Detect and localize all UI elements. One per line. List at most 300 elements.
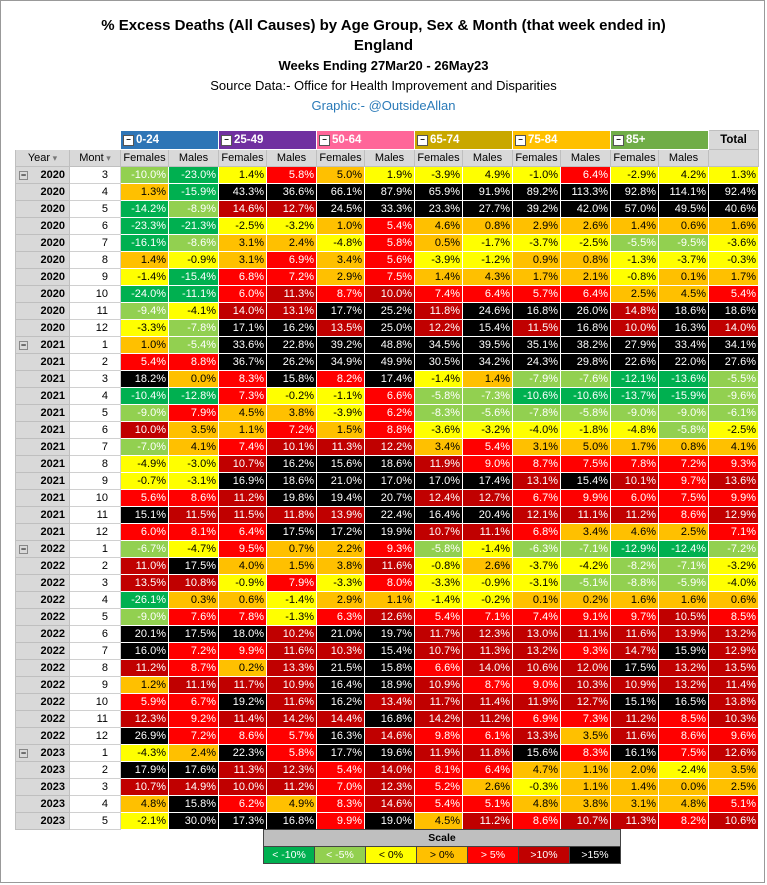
value-cell: 11.9% [513,694,561,711]
value-cell: 7.9% [169,405,219,422]
collapse-icon[interactable]: − [20,747,27,758]
group-label: 65-74 [430,133,460,146]
group-label: 25-49 [234,133,264,146]
value-cell: -7.8% [513,405,561,422]
month-cell: 3 [70,575,121,592]
table-row [16,626,759,643]
value-cell: 39.5% [463,337,513,354]
value-cell: 0.6% [659,218,709,235]
value-cell: 11.4% [219,711,267,728]
year-value: 2021 [40,525,65,538]
value-cell: 18.0% [219,626,267,643]
value-cell: 26.2% [267,354,317,371]
total-cell: -3.2% [709,558,759,575]
group-header-4[interactable] [513,131,611,150]
table-row [16,660,759,677]
value-cell: 13.3% [267,660,317,677]
males-column-header-label: Males [668,151,699,164]
total-cell: 34.1% [709,337,759,354]
year-value: 2022 [40,644,65,657]
value-cell: 11.1% [463,524,513,541]
month-column-header-label: Mont [79,151,104,164]
value-cell: 10.0% [611,320,659,337]
total-cell: 27.6% [709,354,759,371]
value-cell: 3.4% [415,439,463,456]
value-cell: 14.2% [267,711,317,728]
value-cell: 15.8% [365,660,415,677]
value-cell: -4.8% [611,422,659,439]
table-row [16,728,759,745]
value-cell: -3.9% [415,252,463,269]
value-cell: 6.1% [463,728,513,745]
value-cell: 5.6% [121,490,169,507]
value-cell: -0.8% [415,558,463,575]
value-cell: 11.1% [561,507,611,524]
total-cell: 10.3% [709,711,759,728]
value-cell: 22.3% [219,745,267,762]
value-cell: -12.4% [659,541,709,558]
value-cell: -7.6% [561,371,611,388]
value-cell: 14.7% [611,643,659,660]
value-cell: 13.2% [659,660,709,677]
value-cell: 3.5% [169,422,219,439]
value-cell: 20.7% [365,490,415,507]
females-column-header [121,150,169,167]
males-column-header [463,150,513,167]
value-cell: 22.8% [267,337,317,354]
value-cell: -23.0% [169,167,219,184]
year-value: 2020 [40,236,65,249]
value-cell: 48.8% [365,337,415,354]
value-cell: 1.6% [659,592,709,609]
value-cell: 8.1% [415,762,463,779]
value-cell: -12.8% [169,388,219,405]
year-value: 2020 [40,185,65,198]
value-cell: 7.2% [267,422,317,439]
collapse-icon[interactable]: − [221,135,232,146]
value-cell: 65.9% [415,184,463,201]
value-cell: 15.6% [317,456,365,473]
value-cell: 7.6% [169,609,219,626]
value-cell: 6.4% [561,286,611,303]
value-cell: -8.2% [611,558,659,575]
month-cell: 5 [70,813,121,830]
month-cell: 1 [70,337,121,354]
year-value: 2022 [40,593,65,606]
value-cell: 22.6% [611,354,659,371]
table-row [16,473,759,490]
value-cell: 5.6% [365,252,415,269]
value-cell: 39.2% [317,337,365,354]
value-cell: 16.2% [267,456,317,473]
value-cell: 19.4% [317,490,365,507]
value-cell: 1.4% [611,218,659,235]
females-column-header [317,150,365,167]
value-cell: -1.0% [513,167,561,184]
group-header-2[interactable] [317,131,415,150]
value-cell: 5.4% [365,218,415,235]
value-cell: 6.6% [365,388,415,405]
value-cell: 2.6% [463,558,513,575]
total-cell: 40.6% [709,201,759,218]
value-cell: 15.8% [169,796,219,813]
year-value: 2020 [40,219,65,232]
value-cell: 21.0% [317,473,365,490]
year-value: 2021 [40,474,65,487]
value-cell: 19.9% [365,524,415,541]
value-cell: -1.1% [317,388,365,405]
value-cell: 1.3% [121,184,169,201]
month-cell: 6 [70,218,121,235]
year-cell[interactable] [16,167,70,184]
value-cell: 22.0% [659,354,709,371]
value-cell: 6.7% [513,490,561,507]
value-cell: 14.9% [169,779,219,796]
month-cell: 5 [70,405,121,422]
group-header-3[interactable] [415,131,513,150]
total-cell: 3.5% [709,762,759,779]
value-cell: -4.1% [169,303,219,320]
males-column-header [659,150,709,167]
value-cell: 14.4% [317,711,365,728]
value-cell: -5.1% [561,575,611,592]
value-cell: 0.0% [659,779,709,796]
excess-deaths-table [15,130,759,830]
value-cell: 7.2% [169,643,219,660]
value-cell: 1.4% [611,779,659,796]
value-cell: 13.9% [317,507,365,524]
value-cell: 87.9% [365,184,415,201]
value-cell: 8.5% [659,711,709,728]
table-row [16,252,759,269]
value-cell: 4.7% [513,762,561,779]
value-cell: 14.6% [365,796,415,813]
group-header-5[interactable] [611,131,709,150]
value-cell: 5.8% [267,745,317,762]
value-cell: -5.6% [463,405,513,422]
collapse-icon[interactable]: − [20,169,27,180]
month-cell: 2 [70,762,121,779]
total-cell: 7.1% [709,524,759,541]
total-cell: 13.2% [709,626,759,643]
value-cell: 14.8% [611,303,659,320]
sex-header-row [16,150,759,167]
value-cell: 6.4% [463,286,513,303]
value-cell: -1.4% [121,269,169,286]
year-value: 2020 [40,321,65,334]
value-cell: 1.2% [121,677,169,694]
value-cell: 17.5% [169,626,219,643]
month-cell: 11 [70,711,121,728]
value-cell: 4.9% [463,167,513,184]
value-cell: 17.5% [169,558,219,575]
month-column-header[interactable] [70,150,121,167]
value-cell: -10.4% [121,388,169,405]
value-cell: 14.6% [365,728,415,745]
year-cell [16,286,70,303]
table-row [16,677,759,694]
year-cell [16,728,70,745]
value-cell: 8.3% [561,745,611,762]
value-cell: 10.7% [561,813,611,830]
females-column-header-label: Females [613,151,656,164]
value-cell: 16.2% [267,320,317,337]
value-cell: 29.8% [561,354,611,371]
collapse-icon[interactable]: − [613,135,624,146]
value-cell: 10.3% [561,677,611,694]
value-cell: 92.8% [611,184,659,201]
value-cell: 7.0% [317,779,365,796]
value-cell: 17.0% [365,473,415,490]
year-value: 2021 [40,406,65,419]
value-cell: -2.4% [659,762,709,779]
table-row [16,354,759,371]
year-cell [16,813,70,830]
value-cell: 49.5% [659,201,709,218]
value-cell: 7.5% [659,490,709,507]
collapse-icon[interactable]: − [20,543,27,554]
value-cell: 17.2% [317,524,365,541]
value-cell: 2.4% [267,235,317,252]
total-cell: -6.1% [709,405,759,422]
page-subtitle-region: England [353,37,414,54]
year-cell [16,218,70,235]
header-blank [16,131,121,150]
color-scale-legend [263,829,621,864]
value-cell: -0.3% [513,779,561,796]
value-cell: 9.9% [317,813,365,830]
value-cell: 19.2% [219,694,267,711]
value-cell: -9.0% [611,405,659,422]
group-header-1[interactable] [219,131,317,150]
year-cell[interactable] [16,541,70,558]
year-cell [16,422,70,439]
females-column-header [415,150,463,167]
value-cell: 34.5% [415,337,463,354]
value-cell: -1.7% [463,235,513,252]
filter-dropdown-icon[interactable]: ▾ [50,152,58,163]
males-column-header [267,150,317,167]
value-cell: 7.3% [561,711,611,728]
graphic-credit: Graphic:- @OutsideAllan [311,98,456,113]
value-cell: 6.9% [267,252,317,269]
year-column-header[interactable] [16,150,70,167]
month-cell: 12 [70,728,121,745]
value-cell: 4.8% [121,796,169,813]
value-cell: -0.9% [219,575,267,592]
table-row [16,558,759,575]
total-cell: 9.9% [709,490,759,507]
year-value: 2020 [40,253,65,266]
year-value: 2022 [40,610,65,623]
year-value: 2021 [40,440,65,453]
year-value: 2022 [40,576,65,589]
value-cell: 8.6% [659,507,709,524]
total-cell: 12.9% [709,507,759,524]
value-cell: 15.6% [513,745,561,762]
value-cell: 6.0% [219,286,267,303]
year-cell [16,235,70,252]
year-value: 2023 [40,814,65,827]
value-cell: -15.9% [169,184,219,201]
value-cell: 7.2% [169,728,219,745]
value-cell: 0.7% [267,541,317,558]
table-row [16,813,759,830]
value-cell: -7.3% [463,388,513,405]
value-cell: 8.7% [169,660,219,677]
value-cell: 11.5% [169,507,219,524]
value-cell: 13.5% [317,320,365,337]
value-cell: 17.9% [121,762,169,779]
value-cell: 91.9% [463,184,513,201]
value-cell: 8.6% [659,728,709,745]
value-cell: 35.1% [513,337,561,354]
value-cell: 4.3% [463,269,513,286]
year-value: 2021 [40,355,65,368]
value-cell: 7.4% [513,609,561,626]
month-cell: 2 [70,558,121,575]
value-cell: -5.9% [659,575,709,592]
value-cell: 6.4% [463,762,513,779]
total-cell: 11.4% [709,677,759,694]
males-column-header-label: Males [178,151,209,164]
value-cell: 9.3% [365,541,415,558]
value-cell: -1.4% [267,592,317,609]
value-cell: 11.7% [219,677,267,694]
group-header-0[interactable] [121,131,219,150]
value-cell: 1.4% [219,167,267,184]
value-cell: 9.2% [169,711,219,728]
value-cell: 14.6% [219,201,267,218]
year-cell [16,269,70,286]
year-cell[interactable] [16,337,70,354]
value-cell: -2.5% [561,235,611,252]
value-cell: 11.6% [267,694,317,711]
value-cell: 5.8% [267,167,317,184]
value-cell: 2.5% [611,286,659,303]
value-cell: 6.2% [219,796,267,813]
year-value: 2023 [40,797,65,810]
year-cell [16,354,70,371]
collapse-icon[interactable]: − [20,339,27,350]
value-cell: -7.1% [659,558,709,575]
month-cell: 5 [70,201,121,218]
value-cell: 12.3% [267,762,317,779]
value-cell: 6.9% [513,711,561,728]
year-cell [16,303,70,320]
value-cell: -1.8% [561,422,611,439]
value-cell: 1.1% [561,762,611,779]
year-value: 2021 [40,491,65,504]
month-cell: 10 [70,694,121,711]
value-cell: -3.0% [169,456,219,473]
value-cell: 11.5% [219,507,267,524]
value-cell: -0.9% [463,575,513,592]
value-cell: 11.1% [561,626,611,643]
collapse-icon[interactable]: − [123,135,134,146]
value-cell: -3.3% [317,575,365,592]
year-cell [16,524,70,541]
value-cell: 2.0% [611,762,659,779]
value-cell: 10.7% [415,643,463,660]
value-cell: -1.4% [463,541,513,558]
group-label: 50-64 [332,133,362,146]
males-column-header [169,150,219,167]
value-cell: 4.8% [659,796,709,813]
value-cell: 13.9% [659,626,709,643]
value-cell: -11.1% [169,286,219,303]
value-cell: 4.6% [415,218,463,235]
value-cell: 12.3% [121,711,169,728]
year-cell [16,252,70,269]
value-cell: 11.6% [611,626,659,643]
month-cell: 10 [70,490,121,507]
year-value: 2021 [40,389,65,402]
value-cell: -9.0% [121,405,169,422]
value-cell: 12.7% [463,490,513,507]
total-cell: -7.2% [709,541,759,558]
table-row [16,184,759,201]
collapse-icon[interactable]: − [515,135,526,146]
value-cell: 66.1% [317,184,365,201]
month-cell: 2 [70,354,121,371]
value-cell: 9.1% [561,609,611,626]
collapse-icon[interactable]: − [417,135,428,146]
year-value: 2020 [40,304,65,317]
group-label: Total [720,133,747,146]
value-cell: 10.9% [415,677,463,694]
value-cell: -15.9% [659,388,709,405]
females-column-header [219,150,267,167]
year-value: 2021 [40,338,65,351]
value-cell: 20.1% [121,626,169,643]
value-cell: 6.3% [317,609,365,626]
value-cell: 6.8% [219,269,267,286]
value-cell: 9.3% [561,643,611,660]
total-cell: 13.8% [709,694,759,711]
value-cell: 3.1% [513,439,561,456]
value-cell: 17.6% [169,762,219,779]
total-cell: 14.0% [709,320,759,337]
filter-dropdown-icon[interactable]: ▾ [103,152,111,163]
value-cell: 26.9% [121,728,169,745]
value-cell: 1.6% [611,592,659,609]
value-cell: 27.9% [611,337,659,354]
month-cell: 8 [70,252,121,269]
value-cell: 16.5% [659,694,709,711]
value-cell: 18.6% [365,456,415,473]
year-cell[interactable] [16,745,70,762]
month-cell: 12 [70,524,121,541]
table-row [16,439,759,456]
value-cell: -3.6% [415,422,463,439]
year-value: 2023 [40,746,65,759]
value-cell: 30.0% [169,813,219,830]
total-cell: -9.6% [709,388,759,405]
collapse-icon[interactable]: − [319,135,330,146]
value-cell: 16.3% [317,728,365,745]
table-row [16,456,759,473]
value-cell: 11.7% [415,626,463,643]
value-cell: 5.4% [463,439,513,456]
table-row [16,235,759,252]
value-cell: -10.6% [561,388,611,405]
value-cell: 1.5% [317,422,365,439]
value-cell: -5.8% [659,422,709,439]
value-cell: 7.2% [267,269,317,286]
value-cell: 8.6% [513,813,561,830]
value-cell: 10.6% [513,660,561,677]
